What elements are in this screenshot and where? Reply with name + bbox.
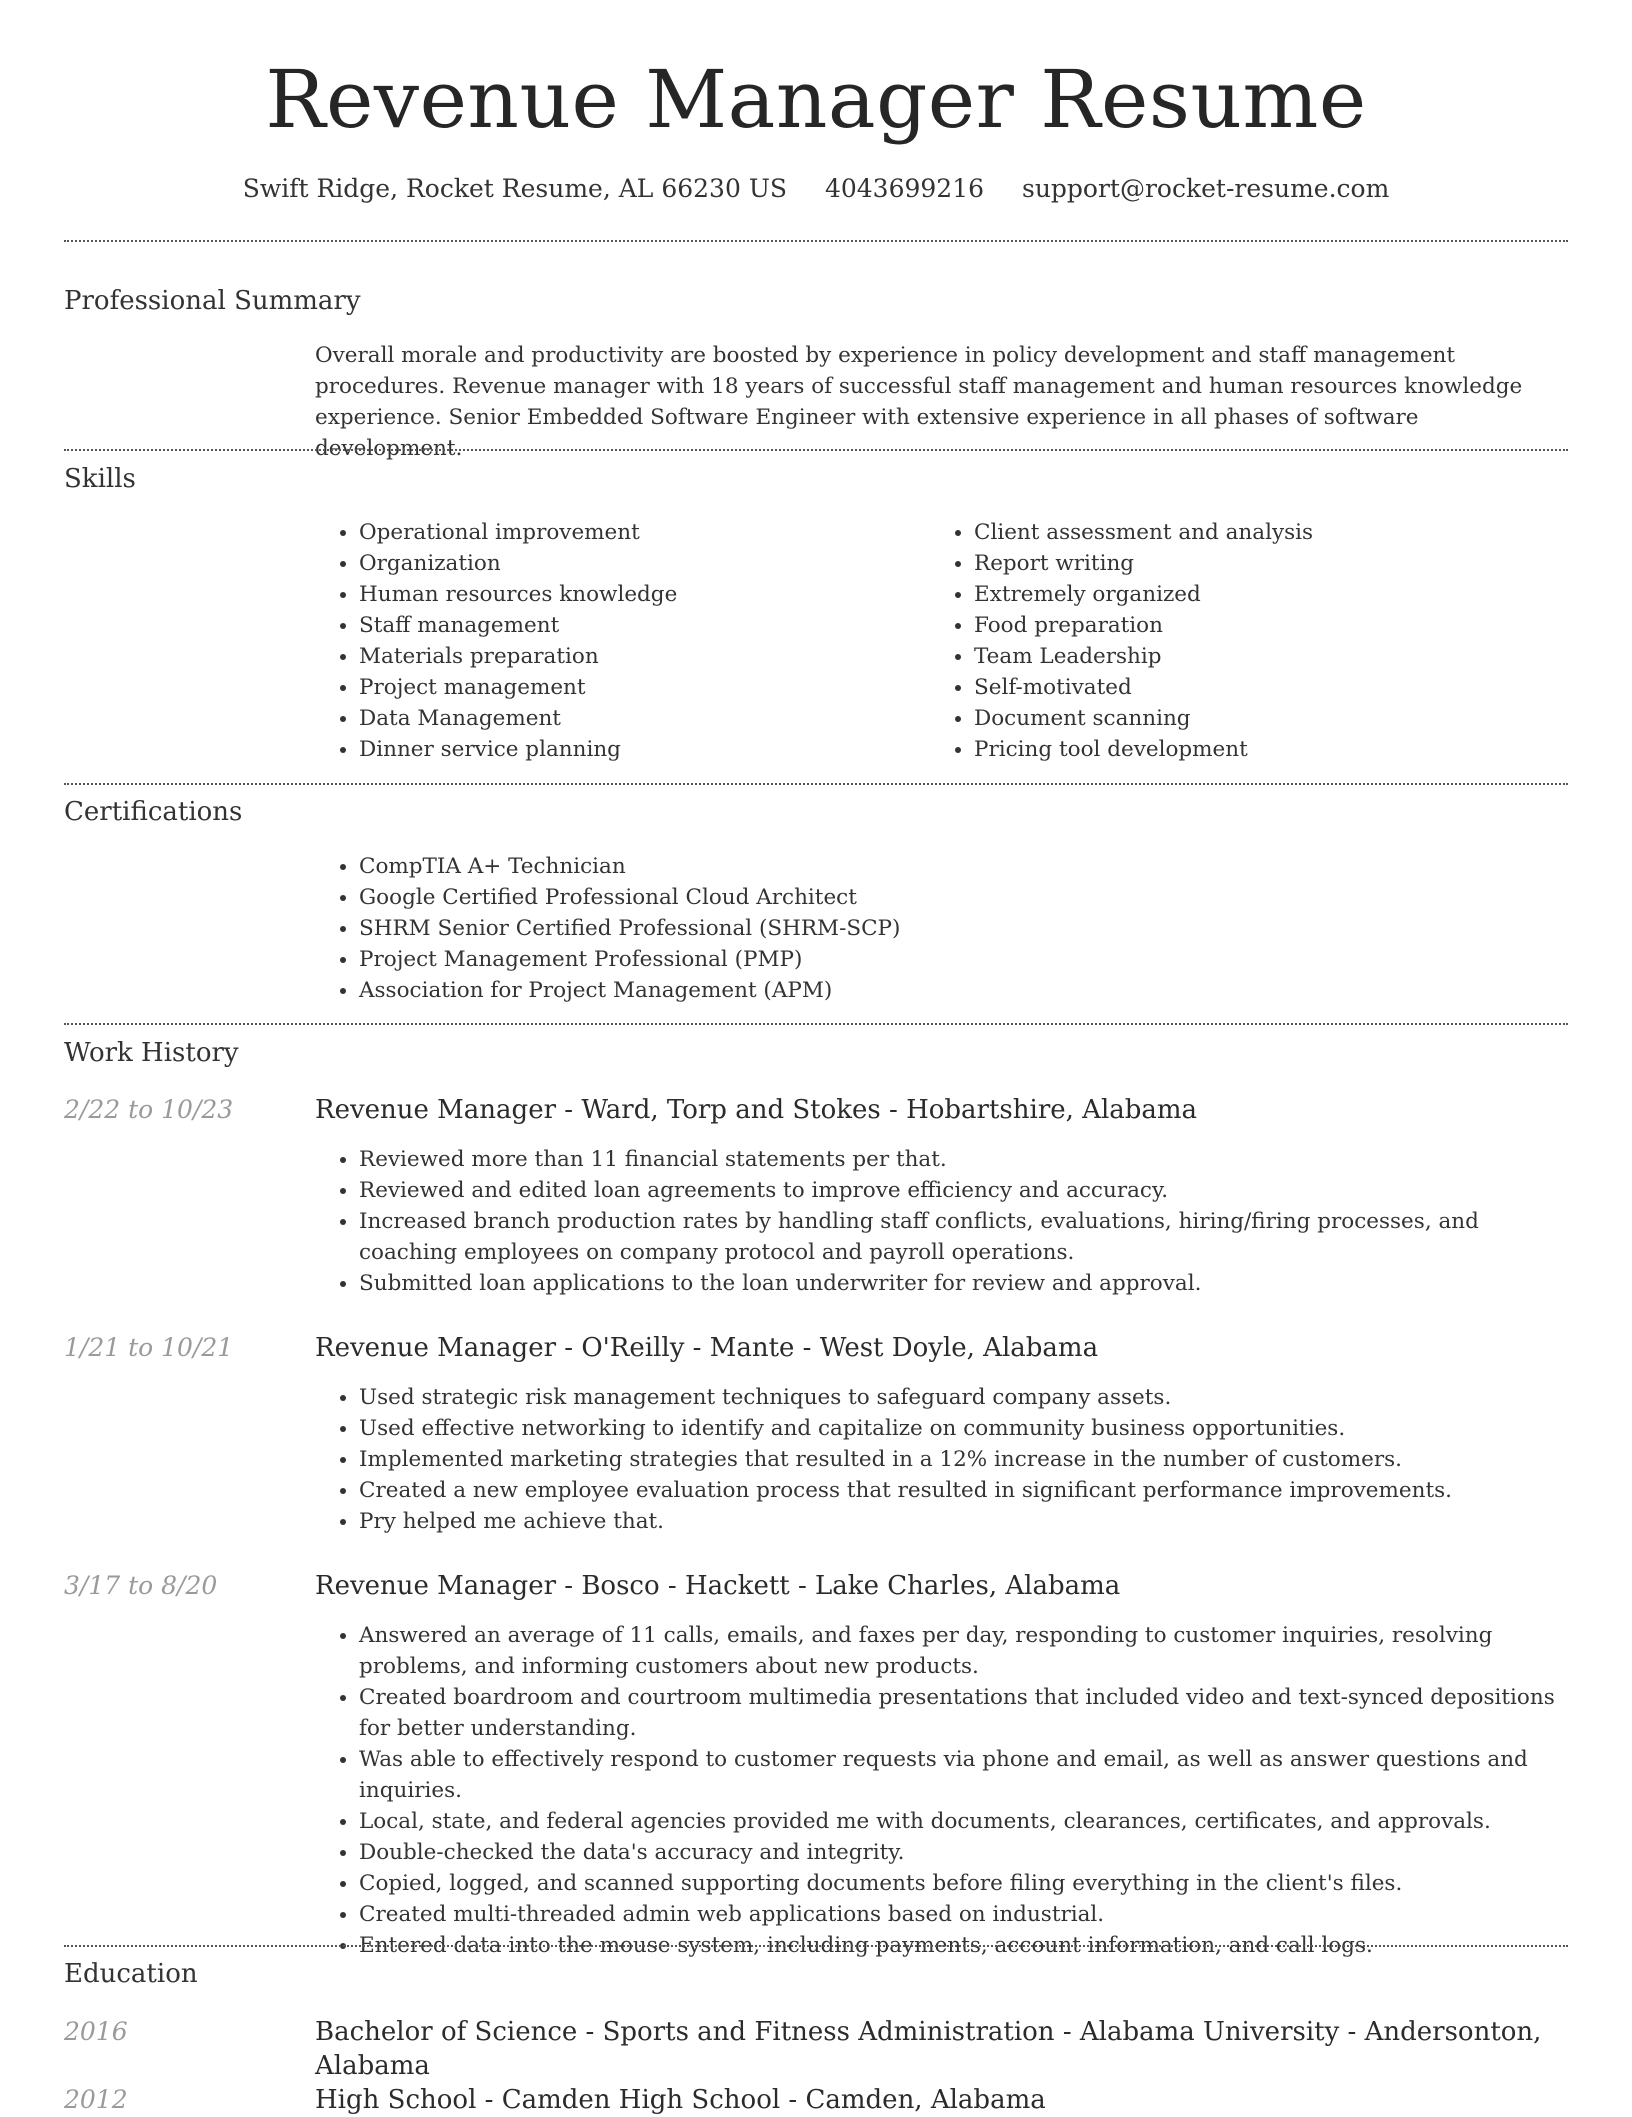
job-bullet: • Used effective networking to identify and capitalize on community business opportunities. — [359, 1413, 1560, 1444]
job-bullet: • Double-checked the data's accuracy and integrity. — [359, 1837, 1560, 1868]
education-heading: Education — [64, 1959, 198, 1989]
job-bullets — [315, 1382, 1560, 1537]
job-bullet: • Entered data into the mouse system, including payments, account information, and call logs. — [359, 1930, 1560, 1961]
job-bullet: • Created a new employee evaluation process that resulted in significant performance improvements. — [359, 1475, 1560, 1506]
education-title: Bachelor of Science - Sports and Fitness Administration - Alabama University - Andersonton, Alabama — [315, 2017, 1542, 2081]
skill-item: • Extremely organized — [974, 579, 1530, 610]
summary-text: Overall morale and productivity are boosted by experience in policy development and staff management procedures. Revenue manager with 18 years of successful staff management and human resources knowledge experience. Senior Embedded Software Engineer with extensive experience in all phases of software development. — [315, 343, 1523, 461]
job-bullets — [315, 1144, 1560, 1299]
certification-item: • Google Certified Professional Cloud Architect — [359, 882, 1515, 913]
skill-item: • Client assessment and analysis — [974, 517, 1530, 548]
skills-column-right — [930, 517, 1530, 765]
skill-item: • Pricing tool development — [974, 734, 1530, 765]
job-title: Revenue Manager - Bosco - Hackett - Lake Charles, Alabama — [315, 1571, 1121, 1601]
job-bullets — [315, 1620, 1560, 1961]
job-date: 1/21 to 10/21 — [64, 1333, 234, 1362]
skill-item: • Dinner service planning — [359, 734, 915, 765]
skill-item: • Document scanning — [974, 703, 1530, 734]
skill-item: • Team Leadership — [974, 641, 1530, 672]
skill-item: • Project management — [359, 672, 915, 703]
job-bullet: • Submitted loan applications to the loan underwriter for review and approval. — [359, 1268, 1560, 1299]
skill-item: • Human resources knowledge — [359, 579, 915, 610]
work-heading: Work History — [64, 1038, 239, 1068]
contact-email: support@rocket-resume.com — [1021, 174, 1390, 203]
job-bullet: • Local, state, and federal agencies provided me with documents, clearances, certificates, and approvals. — [359, 1806, 1560, 1837]
divider — [64, 783, 1568, 785]
certification-item: • Project Management Professional (PMP) — [359, 944, 1515, 975]
job-bullet: • Created boardroom and courtroom multimedia presentations that included video and text-synced depositions for better understanding. — [359, 1682, 1560, 1744]
skill-item: • Staff management — [359, 610, 915, 641]
education-date: 2012 — [64, 2085, 128, 2114]
job-title: Revenue Manager - O'Reilly - Mante - West Doyle, Alabama — [315, 1333, 1099, 1363]
certification-item: • SHRM Senior Certified Professional (SHRM-SCP) — [359, 913, 1515, 944]
divider — [64, 240, 1568, 242]
job-date: 2/22 to 10/23 — [64, 1095, 234, 1124]
resume-title: Revenue Manager Resume — [265, 53, 1367, 146]
job-bullet: • Reviewed and edited loan agreements to improve efficiency and accuracy. — [359, 1175, 1560, 1206]
certifications-heading: Certifications — [64, 797, 243, 827]
job-title: Revenue Manager - Ward, Torp and Stokes - Hobartshire, Alabama — [315, 1095, 1198, 1125]
job-bullet: • Increased branch production rates by handling staff conflicts, evaluations, hiring/firing processes, and coaching employees on company protocol and payroll operations. — [359, 1206, 1560, 1268]
skill-item: • Organization — [359, 548, 915, 579]
job-bullet: • Used strategic risk management techniques to safeguard company assets. — [359, 1382, 1560, 1413]
skill-item: • Operational improvement — [359, 517, 915, 548]
contact-line — [0, 172, 1632, 206]
job-date: 3/17 to 8/20 — [64, 1571, 218, 1600]
contact-phone: 4043699216 — [824, 174, 985, 203]
certifications-list — [315, 851, 1515, 1006]
job-bullet: • Reviewed more than 11 financial statements per that. — [359, 1144, 1560, 1175]
summary-heading: Professional Summary — [64, 286, 361, 316]
education-title: High School - Camden High School - Camden, Alabama — [315, 2085, 1046, 2115]
skill-item: • Self-motivated — [974, 672, 1530, 703]
job-bullet: • Answered an average of 11 calls, emails, and faxes per day, responding to customer inquiries, resolving problems, and informing customers about new products. — [359, 1620, 1560, 1682]
skill-item: • Data Management — [359, 703, 915, 734]
job-bullet: • Copied, logged, and scanned supporting documents before filing everything in the client's files. — [359, 1868, 1560, 1899]
skills-heading: Skills — [64, 464, 136, 494]
skill-item: • Materials preparation — [359, 641, 915, 672]
skill-item: • Report writing — [974, 548, 1530, 579]
job-bullet: • Was able to effectively respond to customer requests via phone and email, as well as answer questions and inquiries. — [359, 1744, 1560, 1806]
contact-address: Swift Ridge, Rocket Resume, AL 66230 US — [242, 174, 788, 203]
skill-item: • Food preparation — [974, 610, 1530, 641]
skills-column-left — [315, 517, 915, 765]
job-bullet: • Pry helped me achieve that. — [359, 1506, 1560, 1537]
certification-item: • Association for Project Management (APM) — [359, 975, 1515, 1006]
job-bullet: • Created multi-threaded admin web applications based on industrial. — [359, 1899, 1560, 1930]
job-bullet: • Implemented marketing strategies that resulted in a 12% increase in the number of customers. — [359, 1444, 1560, 1475]
divider — [64, 449, 1568, 451]
divider — [64, 1023, 1568, 1025]
education-date: 2016 — [64, 2017, 128, 2046]
certification-item: • CompTIA A+ Technician — [359, 851, 1515, 882]
divider — [64, 1945, 1568, 1947]
